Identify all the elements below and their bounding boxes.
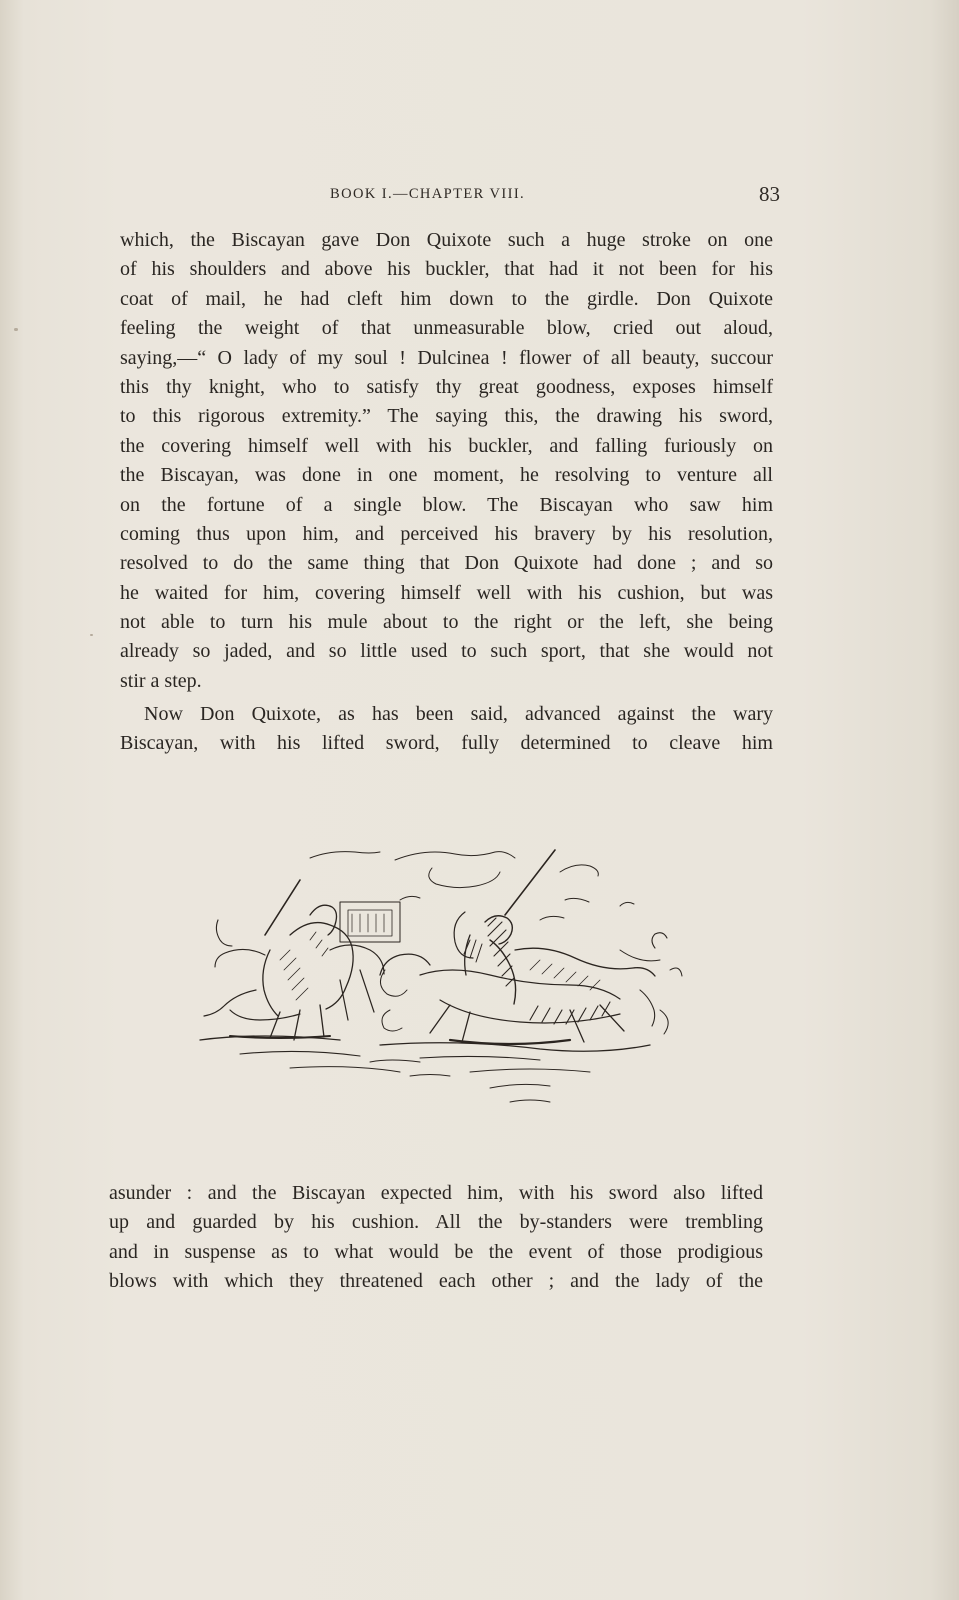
text-line: stir a step.: [120, 669, 202, 692]
text-line: coat of mail, he had cleft him down to the girdle. Don Quixote: [120, 287, 773, 310]
page-header: [120, 182, 780, 212]
text-line: not able to turn his mule about to the right or the left, she being: [120, 611, 773, 634]
paper-speck: [14, 328, 18, 331]
text-line: Biscayan, with his lifted sword, fully determined to cleave him: [120, 732, 773, 755]
engraving-don-quixote-biscayan-combat-icon: [170, 840, 710, 1140]
text-line: coming thus upon him, and perceived his bravery by his resolution,: [120, 522, 773, 545]
text-line: this thy knight, who to satisfy thy great goodness, exposes himself: [120, 375, 773, 398]
text-line: which, the Biscayan gave Don Quixote such a huge stroke on one: [120, 229, 773, 251]
text-line: he waited for him, covering himself well with his cushion, but was: [120, 581, 773, 604]
paper-speck: [90, 634, 93, 636]
text-line: feeling the weight of that unmeasurable blow, cried out aloud,: [120, 317, 773, 340]
text-line: saying,—“ O lady of my soul ! Dulcinea ! flower of all beauty, succour: [120, 346, 773, 369]
text-line: of his shoulders and above his buckler, that had it not been for his: [120, 258, 773, 281]
paragraph-3: [109, 1179, 763, 1297]
running-head: BOOK I.—CHAPTER VIII.: [330, 186, 526, 202]
text-line: blows with which they threatened each other ; and the lady of the: [109, 1270, 763, 1293]
text-line: the covering himself well with his buckler, and falling furiously on: [120, 434, 773, 457]
combat-engraving-illustration: [170, 840, 710, 1140]
text-line: asunder : and the Biscayan expected him, with his sword also lifted: [109, 1182, 763, 1204]
text-line: already so jaded, and so little used to such sport, that she would not: [120, 640, 773, 663]
text-line: on the fortune of a single blow. The Biscayan who saw him: [120, 493, 773, 516]
text-line: the Biscayan, was done in one moment, he resolving to venture all: [120, 464, 773, 487]
page-number: 83: [759, 182, 780, 206]
text-line: up and guarded by his cushion. All the by-standers were trembling: [109, 1211, 763, 1234]
paragraph-1: [120, 226, 773, 696]
text-line: resolved to do the same thing that Don Quixote had done ; and so: [120, 552, 773, 575]
text-line: Now Don Quixote, as has been said, advanced against the wary: [144, 703, 773, 725]
text-line: to this rigorous extremity.” The saying this, the drawing his sword,: [120, 405, 773, 428]
paragraph-2: [120, 700, 773, 759]
text-line: and in suspense as to what would be the event of those prodigious: [109, 1240, 763, 1263]
